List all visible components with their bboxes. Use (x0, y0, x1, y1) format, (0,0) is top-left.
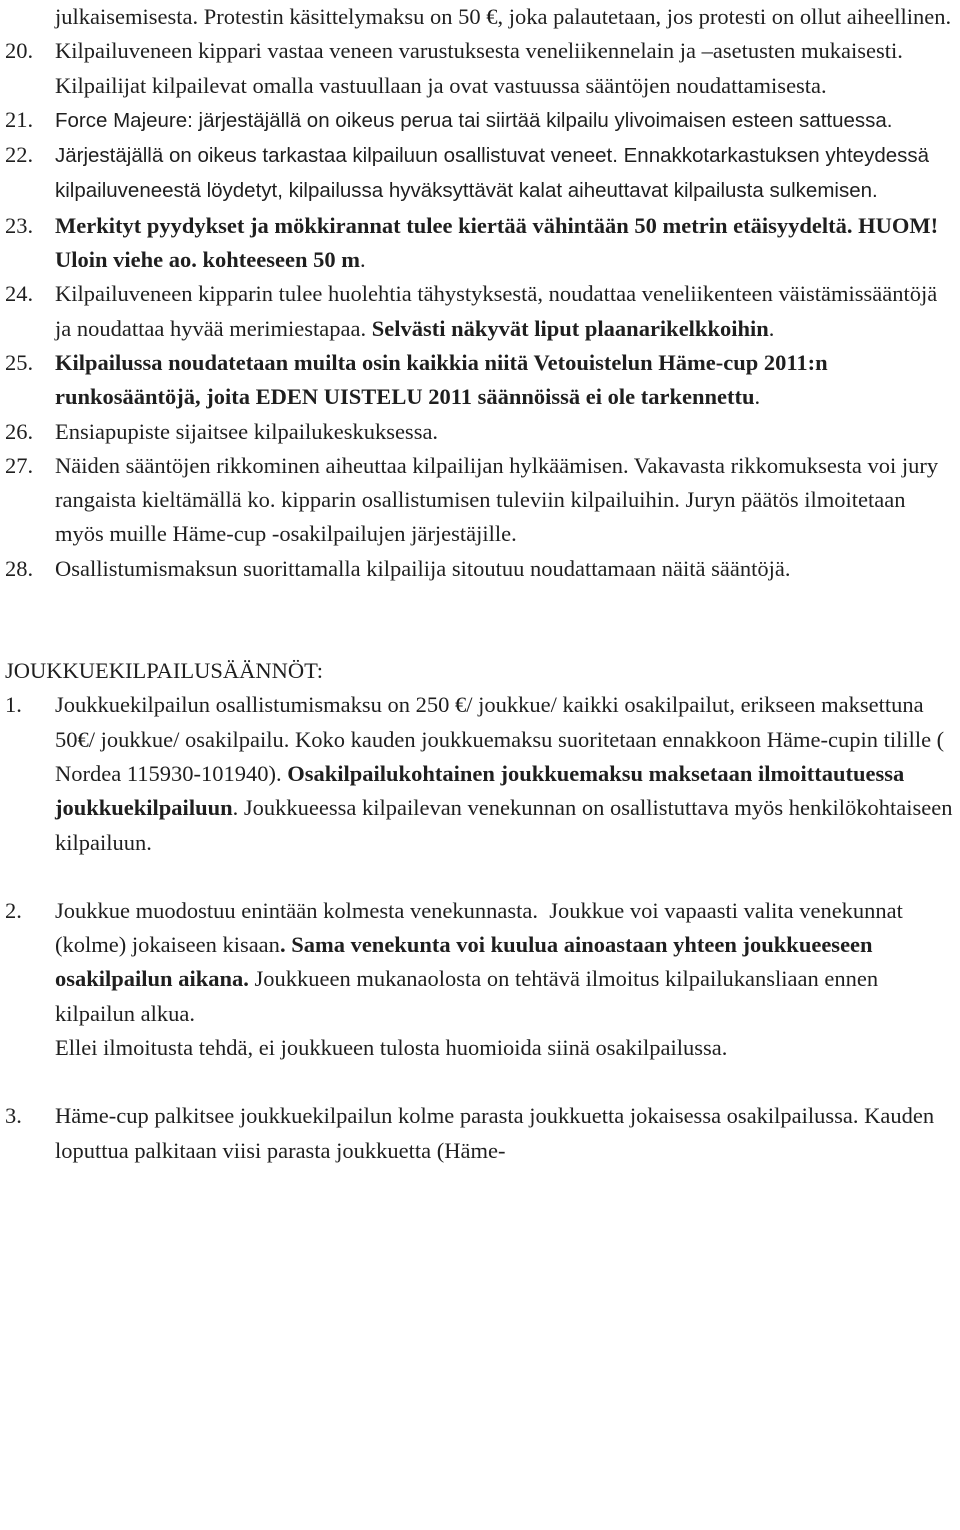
rule-number: 3. (5, 1103, 22, 1129)
rule-23 (0, 209, 960, 278)
rule-24 (0, 277, 960, 346)
rule-bold-text: . Sama venekunta voi kuulua ainoastaan yhteen joukkueeseen osakilpailun aikana. (55, 932, 873, 992)
spacer (0, 586, 960, 654)
rule-number: 28. (5, 555, 34, 581)
rule-text: Osallistumismaksun suorittamalla kilpailija sitoutuu noudattamaan näitä sääntöjä. (55, 555, 791, 581)
rule-text-tail: . Joukkueessa kilpailevan venekunnan on osallistuttava myös henkilökohtaiseen kilpailuun. (55, 795, 953, 855)
team-rule-1 (0, 688, 960, 859)
rule-26 (0, 415, 960, 449)
rule-text: julkaisemisesta. Protestin käsittelymaksu on 50 €, joka palautetaan, jos protesti on ollut aiheellinen. (55, 4, 952, 29)
team-rule-2 (0, 894, 960, 1065)
rule-number: 2. (5, 897, 22, 923)
rule-number: 26. (5, 418, 34, 444)
spacer (0, 1065, 960, 1099)
rule-number: 20. (5, 38, 34, 64)
rule-bold-text: Kilpailussa noudatetaan muilta osin kaikkia niitä Vetouistelun Häme-cup 2011:n runkosääntöjä, joita EDEN UISTELU 2011 säännöissä ei ole tarkennettu (55, 349, 828, 410)
rule-text-tail: . (754, 384, 761, 410)
spacer (0, 860, 960, 894)
rule-text: Kilpailuveneen kippari vastaa veneen varustuksesta veneliikennelain ja –asetusten mukaisesti. Kilpailijat kilpailevat omalla vastuullaan ja ovat vastuussa sääntöjen noudattamisesta. (55, 38, 903, 98)
rule-text: Joukkue muodostuu enintään kolmesta venekunnasta. Joukkue voi vapaasti valita venekunnat (kolme) jokaiseen kisaan (55, 897, 909, 958)
rule-number: 25. (5, 349, 34, 375)
rule-25 (0, 346, 960, 415)
rule-extra-line: Ellei ilmoitusta tehdä, ei joukkueen tulosta huomioida siinä osakilpailussa. (55, 1035, 728, 1061)
rule-22 (0, 138, 960, 209)
rule-19-continuation (0, 0, 960, 34)
rule-number: 23. (5, 212, 34, 238)
rule-text: Järjestäjällä on oikeus tarkastaa kilpailuun osallistuvat veneet. Ennakkotarkastuksen yhteydessä kilpailuveneestä löydetyt, kilpailussa hyväksyttävät kalat aiheuttavat kilpailusta sulkemisen. (55, 144, 930, 203)
rule-text-tail: . (768, 315, 775, 341)
rule-number: 27. (5, 452, 34, 478)
rule-text: Joukkuekilpailun osallistumismaksu on 250 €/ joukkue/ kaikki osakilpailut, erikseen maksettuna 50€/ joukkue/ osakilpailu. Koko kauden joukkuemaksu suoritetaan ennakkoon Häme-cupin tilille ( Nordea 115930-101940). (55, 692, 950, 786)
rule-bold-text: Osakilpailukohtainen joukkuemaksu maksetaan ilmoittautuessa joukkuekilpailuun (55, 760, 905, 821)
rule-text: Häme-cup palkitsee joukkuekilpailun kolme parasta joukkuetta jokaisessa osakilpailussa. Kauden loputtua palkitaan viisi parasta joukkuetta (Häme- (55, 1103, 935, 1163)
rule-text: Force Majeure: järjestäjällä on oikeus perua tai siirtää kilpailu ylivoimaisen esteen sattuessa. (55, 108, 893, 132)
rule-bold-text: Merkityt pyydykset ja mökkirannat tulee kiertää vähintään 50 metrin etäisyydeltä. HUOM! Uloin viehe ao. kohteeseen 50 m (55, 212, 939, 273)
rule-28 (0, 552, 960, 586)
rule-bold-text: Selvästi näkyvät liput plaanarikelkkoihin (371, 315, 769, 341)
rule-text-tail: Joukkueen mukanaolosta on tehtävä ilmoitus kilpailukansliaan ennen kilpailun alkua. (55, 966, 879, 1026)
section-heading: JOUKKUEKILPAILUSÄÄNNÖT: (5, 658, 324, 684)
rule-text: Kilpailuveneen kipparin tulee huolehtia tähystyksestä, noudattaa veneliikenteen väistämissääntöjä ja noudattaa hyvää merimiestapaa. (55, 281, 943, 341)
rule-number: 24. (5, 281, 34, 307)
rule-number: 21. (5, 106, 34, 132)
rule-number: 1. (5, 692, 22, 718)
rule-27 (0, 449, 960, 552)
rule-text: Näiden sääntöjen rikkominen aiheuttaa kilpailijan hylkäämisen. Vakavasta rikkomuksesta voi jury rangaista kieltämällä ko. kipparin osallistumisen tuleviin kilpailuihin. Juryn päätös ilmoitetaan myös muille Häme-cup -osakilpailujen järjestäjille. (55, 452, 939, 547)
rule-21 (0, 103, 960, 138)
rule-text: Ensiapupiste sijaitsee kilpailukeskuksessa. (55, 418, 439, 444)
team-rule-3 (0, 1099, 960, 1168)
rule-20 (0, 34, 960, 103)
rule-number: 22. (5, 142, 34, 168)
rule-text-tail: . (359, 247, 366, 273)
